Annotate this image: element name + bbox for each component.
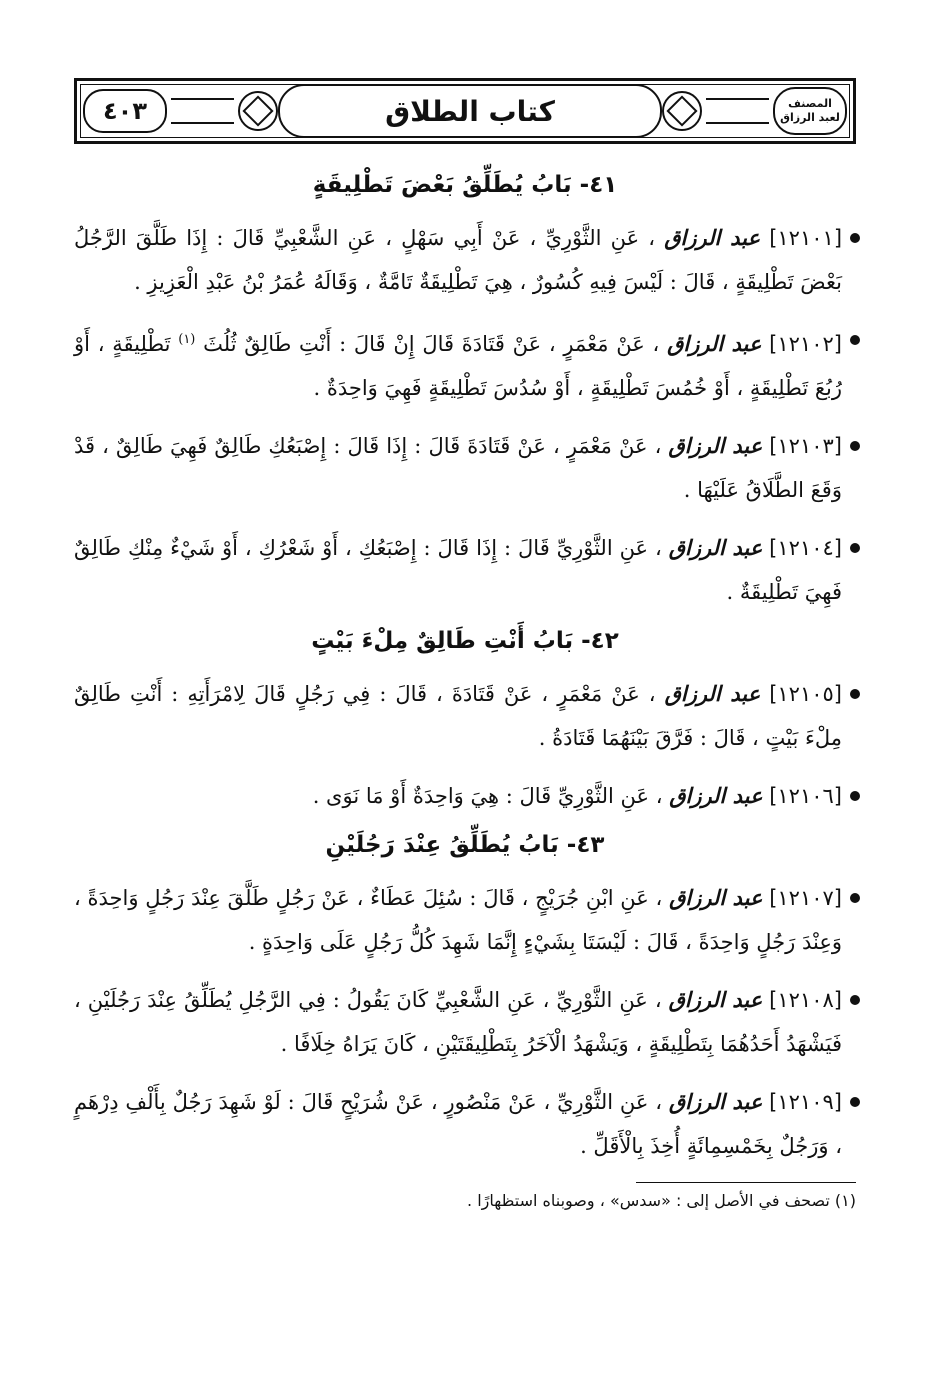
ornament-band-left: [171, 98, 234, 124]
narrator-name: عبد الرزاق: [669, 784, 763, 808]
hadith-entry: [74, 774, 856, 818]
hadith-number: [١٢١٠٣]: [769, 434, 842, 458]
hadith-text-continued: تَطْلِيقَةٍ ، أَوْ رُبُعَ تَطْلِيقَةٍ ، أَوْ خُمُسَ تَطْلِيقَةٍ ، أَوْ سُدُسَ تَطْلِيقَةٍ فَهِيَ وَاحِدَةٌ .: [74, 332, 842, 400]
hadith-entry: [74, 876, 856, 964]
hadith-text: ، عَنِ الثَّوْرِيِّ ، عَنْ أَبِي سَهْلٍ ، عَنِ الشَّعْبِيِّ قَالَ : إِذَا طَلَّقَ الرَّجُلُ بَعْضَ تَطْلِيقَةٍ ، قَالَ : لَيْسَ فِيهِ كُسُورٌ ، هِيَ تَطْلِيقَةٌ تَامَّةٌ ، وَقَالَهُ عُمَرُ بْنُ عَبْدِ الْعَزِيزِ .: [74, 226, 842, 294]
footnote: (١) تصحف في الأصل إلى : «سدس» ، وصوبناه استظهارًا .: [467, 1191, 856, 1210]
author-cartouche: [773, 89, 847, 133]
hadith-text: ، عَنِ الثَّوْرِيِّ قَالَ : هِيَ وَاحِدَةٌ أَوْ مَا نَوَى .: [312, 784, 663, 808]
hadith-entry: [74, 978, 856, 1066]
hadith-text: ، عَنْ مَعْمَرٍ ، عَنْ قَتَادَةَ قَالَ إِنْ قَالَ : أَنْتِ طَالِقٌ ثُلُثَ: [203, 332, 660, 356]
book-page: [74, 78, 856, 1210]
narrator-name: عبد الرزاق: [664, 226, 761, 250]
narrator-name: عبد الرزاق: [664, 682, 761, 706]
footnote-divider: [636, 1182, 856, 1183]
hadith-text: ، عَنْ مَعْمَرٍ ، عَنْ قَتَادَةَ قَالَ : إِذَا قَالَ : إِصْبَعُكِ طَالِقٌ فَهِيَ طَالِقٌ ، قَدْ وَقَعَ الطَّلَاقُ عَلَيْهَا .: [74, 434, 842, 502]
bullet-dot-icon: [850, 689, 860, 699]
hadith-text: ، عَنِ الثَّوْرِيِّ ، عَنْ مَنْصُورٍ ، عَنْ شُرَيْحٍ قَالَ : لَوْ شَهِدَ رَجُلٌ بِأَلْفِ دِرْهَمٍ ، وَرَجُلٌ بِخَمْسِمِائَةٍ أُخِذَ بِالْأَقَلِّ .: [74, 1090, 842, 1158]
hadith-entry: [74, 318, 856, 410]
musannaf-badge: [773, 87, 847, 135]
hadith-entry: [74, 216, 856, 304]
hadith-number: [١٢١٠٨]: [769, 988, 842, 1012]
page-number-cartouche: [83, 89, 167, 133]
hadith-number: [١٢١٠٩]: [769, 1090, 842, 1114]
chapter-heading: ٤١- بَابُ يُطَلِّقُ بَعْضَ تَطْلِيقَةٍ: [312, 172, 618, 198]
bullet-dot-icon: [850, 791, 860, 801]
hadith-number: [١٢١٠٦]: [769, 784, 842, 808]
chapter-heading: ٤٢- بَابُ أَنْتِ طَالِقٌ مِلْءَ بَيْتٍ: [311, 628, 619, 654]
hadith-entry: [74, 1080, 856, 1168]
knot-ornament-right: [662, 89, 702, 133]
hadith-number: [١٢١٠٧]: [769, 886, 842, 910]
hadith-text: ، عَنِ الثَّوْرِيِّ ، عَنِ الشَّعْبِيِّ كَانَ يَقُولُ : فِي الرَّجُلِ يُطَلِّقُ عِنْدَ رَجُلَيْنِ ، فَيَشْهَدُ أَحَدُهُمَا بِتَطْلِيقَةٍ ، وَيَشْهَدُ الْآخَرُ بِتَطْلِيقَتَيْنِ ، كَانَ يَرَاهُ خِلَافًا .: [74, 988, 842, 1056]
page-header: [74, 78, 856, 144]
hadith-number: [١٢١٠٢]: [769, 332, 842, 356]
footnote-marker: (١): [178, 332, 196, 347]
bullet-dot-icon: [850, 995, 860, 1005]
hadith-number: [١٢١٠١]: [769, 226, 843, 250]
chapter-heading: ٤٣- بَابُ يُطَلِّقُ عِنْدَ رَجُلَيْنِ: [325, 832, 605, 858]
hadith-text: ، عَنِ الثَّوْرِيِّ قَالَ : إِذَا قَالَ : إِصْبَعُكِ ، أَوْ شَعْرُكِ ، أَوْ شَيْءٌ مِنْكِ طَالِقٌ فَهِيَ تَطْلِيقَةٌ .: [74, 536, 842, 604]
knot-icon: [662, 91, 702, 131]
hadith-entry: [74, 424, 856, 512]
bullet-dot-icon: [850, 441, 860, 451]
bullet-dot-icon: [850, 1097, 860, 1107]
bullet-dot-icon: [850, 893, 860, 903]
bullet-dot-icon: [850, 335, 860, 345]
narrator-name: عبد الرزاق: [668, 434, 763, 458]
page-body: [74, 172, 856, 1210]
narrator-name: عبد الرزاق: [668, 1090, 763, 1114]
narrator-name: عبد الرزاق: [668, 988, 763, 1012]
narrator-name: عبد الرزاق: [667, 332, 762, 356]
bullet-dot-icon: [850, 233, 860, 243]
hadith-text: ، عَنْ مَعْمَرٍ ، عَنْ قَتَادَةَ ، قَالَ : فِي رَجُلٍ قَالَ لِامْرَأَتِهِ : أَنْتِ طَالِقٌ مِلْءَ بَيْتٍ ، قَالَ : فَرَّقَ بَيْنَهُمَا قَتَادَةُ .: [74, 682, 842, 750]
narrator-name: عبد الرزاق: [668, 536, 763, 560]
badge-line-1: المصنف: [788, 97, 832, 110]
hadith-text: ، عَنِ ابْنِ جُرَيْجٍ ، قَالَ : سُئِلَ عَطَاءٌ ، عَنْ رَجُلٍ طَلَّقَ عِنْدَ رَجُلٍ وَاحِدَةً ، وَعِنْدَ رَجُلٍ وَاحِدَةً ، قَالَ : لَيْسَتَا بِشَيْءٍ إِنَّمَا شَهِدَ كُلُّ رَجُلٍ عَلَى وَاحِدَةٍ .: [74, 886, 842, 954]
hadith-number: [١٢١٠٤]: [769, 536, 842, 560]
hadith-entry: [74, 672, 856, 760]
knot-ornament-left: [238, 89, 278, 133]
knot-icon: [238, 91, 278, 131]
page-number: ٤٠٣: [83, 89, 167, 133]
hadith-entry: [74, 526, 856, 614]
badge-line-2: لعبد الرزاق: [780, 111, 840, 124]
book-title: كتاب الطلاق: [278, 84, 662, 138]
narrator-name: عبد الرزاق: [669, 886, 763, 910]
bullet-dot-icon: [850, 543, 860, 553]
hadith-number: [١٢١٠٥]: [769, 682, 842, 706]
ornament-band-right: [706, 98, 769, 124]
